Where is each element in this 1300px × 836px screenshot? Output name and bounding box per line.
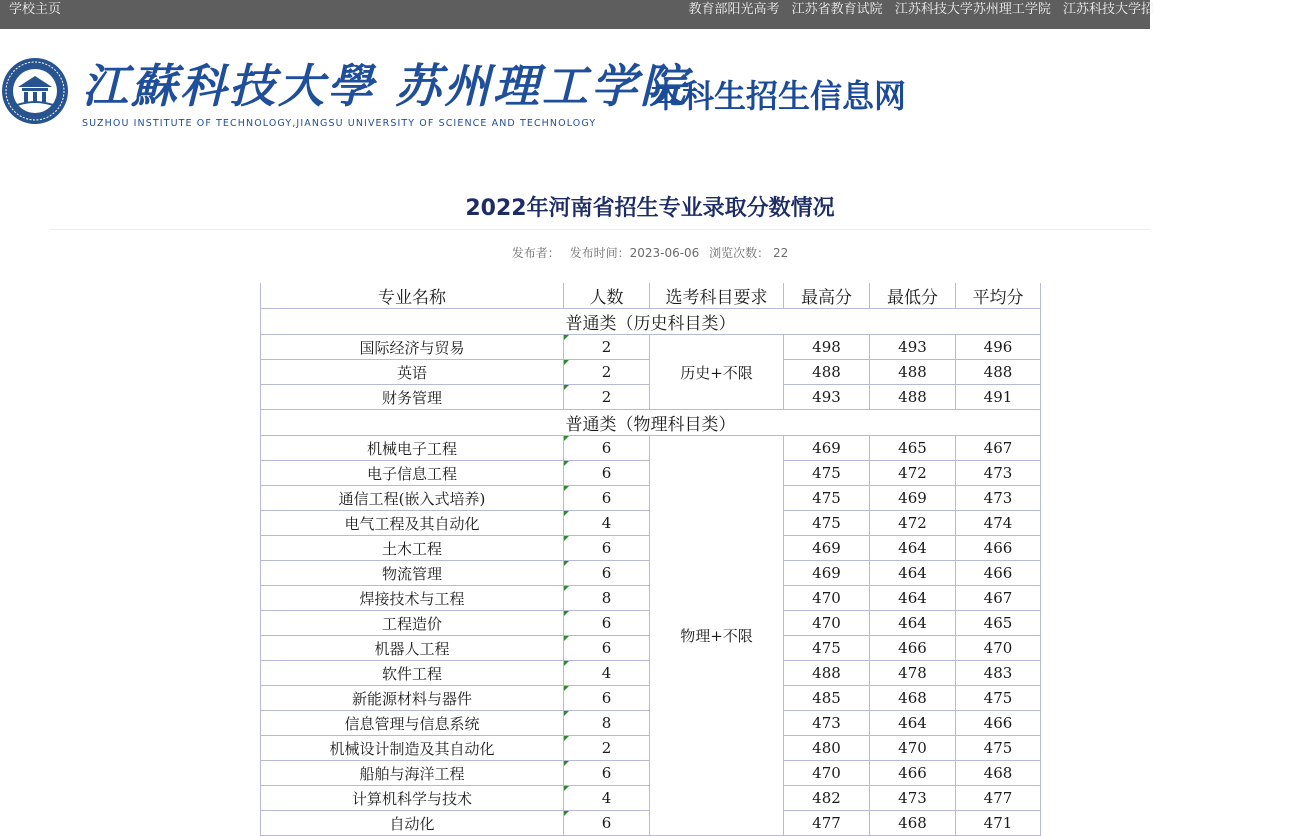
max-score: 469	[784, 436, 870, 461]
max-score: 485	[784, 686, 870, 711]
header-requirement: 选考科目要求	[650, 283, 784, 309]
min-score: 472	[870, 511, 956, 536]
avg-score: 475	[956, 736, 1041, 761]
min-score: 464	[870, 536, 956, 561]
major-name: 电气工程及其自动化	[261, 511, 564, 536]
avg-score: 491	[956, 385, 1041, 410]
max-score: 475	[784, 511, 870, 536]
major-name: 焊接技术与工程	[261, 586, 564, 611]
min-score: 478	[870, 661, 956, 686]
view-count-value: 22	[773, 246, 789, 260]
enrollment-count: 6	[564, 611, 650, 636]
avg-score: 496	[956, 335, 1041, 360]
max-score: 475	[784, 486, 870, 511]
major-name: 机械电子工程	[261, 436, 564, 461]
university-name-calligraphy: 江蘇科技大學 苏州理工学院	[82, 59, 690, 113]
min-score: 488	[870, 385, 956, 410]
major-name: 电子信息工程	[261, 461, 564, 486]
subject-requirement: 物理+不限	[650, 436, 784, 836]
min-score: 488	[870, 360, 956, 385]
major-name: 物流管理	[261, 561, 564, 586]
category-row	[261, 309, 1041, 335]
avg-score: 467	[956, 436, 1041, 461]
enrollment-count: 8	[564, 711, 650, 736]
enrollment-count: 4	[564, 661, 650, 686]
table-header-row	[261, 283, 1041, 309]
major-name: 财务管理	[261, 385, 564, 410]
min-score: 468	[870, 811, 956, 836]
major-name: 软件工程	[261, 661, 564, 686]
avg-score: 474	[956, 511, 1041, 536]
major-name: 工程造价	[261, 611, 564, 636]
table-row	[261, 335, 1041, 360]
enrollment-count: 2	[564, 335, 650, 360]
enrollment-count: 6	[564, 436, 650, 461]
min-score: 464	[870, 586, 956, 611]
min-score: 466	[870, 761, 956, 786]
max-score: 488	[784, 661, 870, 686]
enrollment-count: 6	[564, 636, 650, 661]
header-major: 专业名称	[261, 283, 564, 309]
link-jiangsu-exam[interactable]: 江苏省教育试院	[791, 2, 883, 17]
header-max-score: 最高分	[784, 283, 870, 309]
header-avg-score: 平均分	[956, 283, 1041, 309]
major-name: 计算机科学与技术	[261, 786, 564, 811]
max-score: 477	[784, 811, 870, 836]
university-emblem-logo[interactable]	[1, 57, 69, 125]
avg-score: 488	[956, 360, 1041, 385]
major-name: 英语	[261, 360, 564, 385]
avg-score: 468	[956, 761, 1041, 786]
enrollment-count: 6	[564, 536, 650, 561]
publish-time-label: 发布时间：	[569, 246, 630, 260]
university-name-english: SUZHOU INSTITUTE OF TECHNOLOGY,JIANGSU UNIVERSITY OF SCIENCE AND TECHNOLOGY	[82, 118, 597, 129]
enrollment-count: 2	[564, 385, 650, 410]
header-min-score: 最低分	[870, 283, 956, 309]
enrollment-count: 2	[564, 360, 650, 385]
max-score: 498	[784, 335, 870, 360]
enrollment-count: 6	[564, 461, 650, 486]
min-score: 468	[870, 686, 956, 711]
category-label: 普通类（物理科目类）	[261, 410, 1041, 436]
publish-time-value: 2023-06-06	[629, 246, 700, 260]
avg-score: 477	[956, 786, 1041, 811]
score-table-container	[260, 283, 1150, 833]
major-name: 信息管理与信息系统	[261, 711, 564, 736]
enrollment-count: 4	[564, 511, 650, 536]
max-score: 473	[784, 711, 870, 736]
max-score: 488	[784, 360, 870, 385]
min-score: 473	[870, 786, 956, 811]
min-score: 464	[870, 611, 956, 636]
min-score: 470	[870, 736, 956, 761]
avg-score: 467	[956, 586, 1041, 611]
avg-score: 475	[956, 686, 1041, 711]
enrollment-count: 6	[564, 486, 650, 511]
admission-score-table	[260, 283, 1041, 836]
avg-score: 473	[956, 461, 1041, 486]
enrollment-count: 6	[564, 561, 650, 586]
max-score: 480	[784, 736, 870, 761]
publisher-label: 发布者：	[511, 246, 560, 260]
enrollment-count: 8	[564, 586, 650, 611]
link-suzhou-institute[interactable]: 江苏科技大学苏州理工学院	[894, 2, 1051, 17]
avg-score: 473	[956, 486, 1041, 511]
max-score: 470	[784, 586, 870, 611]
major-name: 机器人工程	[261, 636, 564, 661]
avg-score: 466	[956, 536, 1041, 561]
major-name: 自动化	[261, 811, 564, 836]
min-score: 465	[870, 436, 956, 461]
max-score: 482	[784, 786, 870, 811]
view-count	[709, 246, 788, 260]
max-score: 475	[784, 636, 870, 661]
enrollment-count: 6	[564, 761, 650, 786]
link-jiangsu-keji[interactable]: 江苏科技大学招	[1062, 2, 1154, 17]
major-name: 船舶与海洋工程	[261, 761, 564, 786]
min-score: 469	[870, 486, 956, 511]
enrollment-count: 6	[564, 686, 650, 711]
min-score: 464	[870, 711, 956, 736]
max-score: 470	[784, 761, 870, 786]
enrollment-count: 4	[564, 786, 650, 811]
min-score: 464	[870, 561, 956, 586]
min-score: 472	[870, 461, 956, 486]
title-divider	[50, 229, 1150, 230]
min-score: 493	[870, 335, 956, 360]
view-count-label: 浏览次数：	[709, 246, 770, 260]
avg-score: 465	[956, 611, 1041, 636]
max-score: 469	[784, 561, 870, 586]
table-row	[261, 436, 1041, 461]
major-name: 机械设计制造及其自动化	[261, 736, 564, 761]
max-score: 469	[784, 536, 870, 561]
enrollment-count: 6	[564, 811, 650, 836]
top-nav-bar	[0, 0, 1154, 29]
subject-requirement: 历史+不限	[650, 335, 784, 410]
avg-score: 483	[956, 661, 1041, 686]
max-score: 470	[784, 611, 870, 636]
avg-score: 466	[956, 561, 1041, 586]
avg-score: 471	[956, 811, 1041, 836]
avg-score: 466	[956, 711, 1041, 736]
avg-score: 470	[956, 636, 1041, 661]
page-title: 2022年河南省招生专业录取分数情况	[465, 196, 835, 221]
publish-time	[570, 246, 700, 260]
header-count: 人数	[564, 283, 650, 309]
site-name: 本科生招生信息网	[650, 77, 907, 115]
external-links	[681, 0, 1154, 19]
category-row	[261, 410, 1041, 436]
major-name: 新能源材料与器件	[261, 686, 564, 711]
major-name: 通信工程(嵌入式培养)	[261, 486, 564, 511]
major-name: 国际经济与贸易	[261, 335, 564, 360]
max-score: 475	[784, 461, 870, 486]
category-label: 普通类（历史科目类）	[261, 309, 1041, 335]
min-score: 466	[870, 636, 956, 661]
link-sunshine-gaokao[interactable]: 教育部阳光高考	[688, 2, 780, 17]
enrollment-count: 2	[564, 736, 650, 761]
max-score: 493	[784, 385, 870, 410]
school-home-link[interactable]: 学校主页	[9, 2, 62, 17]
major-name: 土木工程	[261, 536, 564, 561]
article-meta	[0, 244, 1300, 261]
